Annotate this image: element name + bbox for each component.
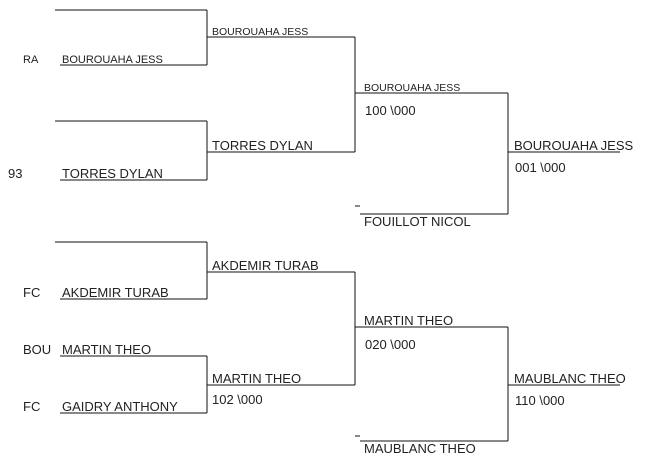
seed-label: RA <box>23 54 39 66</box>
player-name: BOUROUAHA JESS <box>212 26 309 38</box>
player-name: AKDEMIR TURAB <box>62 285 169 300</box>
seed-label: BOU <box>23 342 52 357</box>
player-name: MARTIN THEO <box>212 371 302 386</box>
player-name: AKDEMIR TURAB <box>212 258 319 273</box>
player-name: MARTIN THEO <box>62 342 152 357</box>
player-name: TORRES DYLAN <box>62 166 163 181</box>
player-name: MAUBLANC THEO <box>514 371 626 386</box>
match-score: 102 \000 <box>212 392 263 407</box>
seed-label: 93 <box>8 166 23 181</box>
match-score: 001 \000 <box>515 160 566 175</box>
match-score: 100 \000 <box>365 103 416 118</box>
player-name: BOUROUAHA JESS <box>62 54 163 66</box>
player-name: BOUROUAHA JESS <box>364 82 461 94</box>
player-name: TORRES DYLAN <box>212 138 313 153</box>
match-score: 020 \000 <box>365 337 416 352</box>
player-name: FOUILLOT NICOL <box>364 214 471 229</box>
match-score: 110 \000 <box>515 393 565 408</box>
player-name: MARTIN THEO <box>364 313 454 328</box>
seed-label: FC <box>23 285 41 300</box>
player-name: MAUBLANC THEO <box>364 441 476 456</box>
player-name: GAIDRY ANTHONY <box>62 399 178 414</box>
player-name: BOUROUAHA JESS <box>514 138 634 153</box>
seed-label: FC <box>23 399 41 414</box>
